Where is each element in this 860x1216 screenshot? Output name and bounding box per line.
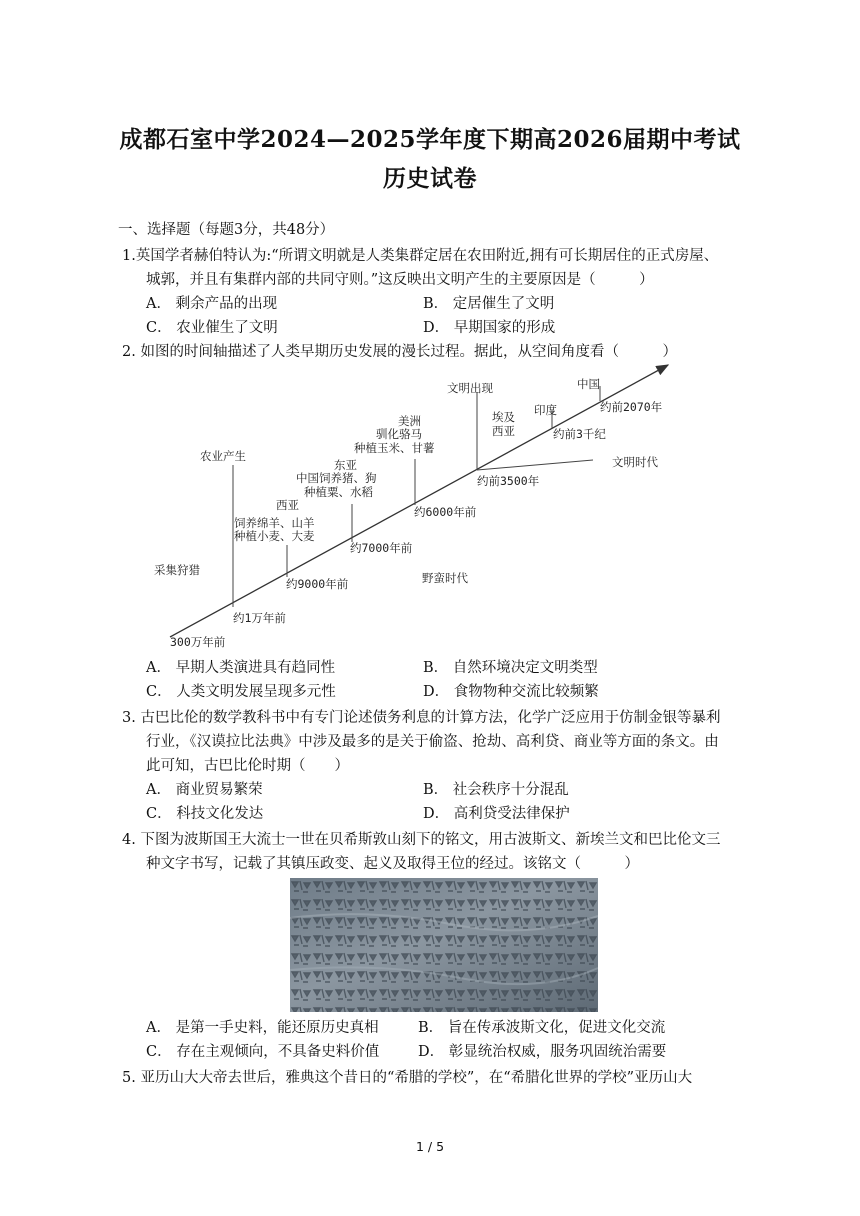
label-eastasia-crop: 种植粟、水稻 [304, 485, 373, 499]
label-6000: 约6000年前 [414, 505, 477, 519]
label-7000: 约7000年前 [350, 541, 413, 555]
label-americas: 美洲 [398, 414, 421, 428]
q2-option-c: C． 人类文明发展呈现多元性 [146, 684, 336, 700]
q4-stem-line1: 4. 下图为波斯国王大流士一世在贝希斯敦山刻下的铭文，用古波斯文、新埃兰文和巴比伦文三 [122, 832, 721, 848]
section-heading: 一、选择题（每题3分，共48分） [118, 222, 335, 238]
label-india: 印度 [534, 403, 557, 417]
q1-option-c: C． 农业催生了文明 [146, 320, 278, 336]
label-3m: 300万年前 [170, 635, 226, 649]
label-westasia-animal: 饲养绵羊、山羊 [234, 516, 315, 530]
label-westasia-civ: 西亚 [492, 424, 515, 438]
label-agri: 农业产生 [200, 449, 246, 463]
q2-option-b: B． 自然环境决定文明类型 [423, 660, 598, 676]
label-westasia: 西亚 [276, 498, 299, 512]
label-gather: 采集狩猎 [154, 563, 200, 577]
q3-option-d: D． 高利贷受法律保护 [423, 806, 570, 822]
label-americas-crop: 种植玉米、甘薯 [354, 441, 435, 455]
q4-option-a: A． 是第一手史料，能还原历史真相 [146, 1020, 379, 1036]
timeline-axis [170, 365, 668, 637]
label-eastasia-animal: 中国饲养猪、狗 [296, 471, 377, 485]
q1-stem-line1: 1.英国学者赫伯特认为:“所谓文明就是人类集群定居在农田附近,拥有可长期居住的正式房屋、 [122, 248, 719, 264]
civ-era-line [477, 460, 593, 470]
exam-title: 成都石室中学2024—2025学年度下期高2026届期中考试 [119, 126, 741, 153]
q5-stem-line1: 5. 亚历山大大帝去世后，雅典这个昔日的“希腊的学校”，在“希腊化世界的学校”亚历山大 [122, 1070, 693, 1086]
q2-option-a: A． 早期人类演进具有趋同性 [146, 660, 336, 676]
label-china: 中国 [577, 377, 600, 391]
q4-option-b: B． 旨在传承波斯文化，促进文化交流 [418, 1020, 666, 1036]
q4-option-d: D． 彰显统治权威，服务巩固统治需要 [418, 1044, 667, 1060]
q1-option-a: A． 剩余产品的出现 [146, 296, 278, 312]
behistun-inscription-photo [290, 878, 598, 1012]
label-barbaric: 野蛮时代 [422, 571, 468, 585]
label-egypt: 埃及 [492, 410, 515, 424]
exam-subtitle: 历史试卷 [383, 165, 477, 192]
q1-option-d: D． 早期国家的形成 [423, 320, 556, 336]
label-eastasia: 东亚 [334, 458, 357, 472]
q3-option-a: A． 商业贸易繁荣 [146, 782, 263, 798]
q1-option-b: B． 定居催生了文明 [423, 296, 555, 312]
label-westasia-crop: 种植小麦、大麦 [234, 529, 315, 543]
page-number: 1 / 5 [415, 1139, 445, 1154]
label-civ-emerge: 文明出现 [447, 381, 493, 395]
label-civ-era: 文明时代 [612, 455, 658, 469]
label-bc3c: 约前3千纪 [553, 427, 606, 441]
label-bc3500: 约前3500年 [477, 474, 540, 488]
q4-option-c: C． 存在主观倾向，不具备史料价值 [146, 1044, 380, 1060]
label-10000: 约1万年前 [233, 611, 286, 625]
q1-stem-line2: 城郭，并且有集群内部的共同守则。”这反映出文明产生的主要原因是（ ） [146, 272, 654, 288]
q4-stem-line2: 种文字书写，记载了其镇压政变、起义及取得王位的经过。该铭文（ ） [146, 856, 639, 872]
q2-stem-line1: 2. 如图的时间轴描述了人类早期历史发展的漫长过程。据此，从空间角度看（ ） [122, 344, 677, 360]
q3-option-b: B． 社会秩序十分混乱 [423, 782, 569, 798]
label-americas-animal: 驯化骆马 [376, 427, 422, 441]
label-9000: 约9000年前 [286, 577, 349, 591]
label-bc2070: 约前2070年 [600, 400, 663, 414]
q2-option-d: D． 食物物种交流比较频繁 [423, 684, 599, 700]
q3-stem-line1: 3. 古巴比伦的数学教科书中有专门论述债务利息的计算方法，化学广泛应用于仿制金银等暴利 [122, 710, 721, 726]
timeline-diagram [150, 362, 710, 652]
q3-option-c: C． 科技文化发达 [146, 806, 264, 822]
q3-stem-line3: 此可知，古巴比伦时期（ ） [146, 758, 349, 774]
q3-stem-line2: 行业，《汉谟拉比法典》中涉及最多的是关于偷盗、抢劫、高利贷、商业等方面的条文。由 [146, 734, 719, 750]
